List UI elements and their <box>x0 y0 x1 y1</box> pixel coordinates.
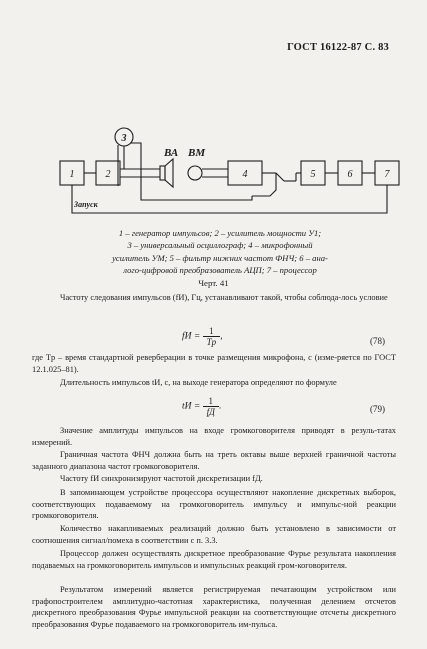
paragraph: Количество накапливаемых реализаций должно быть установлено в зависимости от соотношения сигнал/помеха в соответствии с п. 3.3. <box>32 524 396 545</box>
formula-79 <box>182 396 221 417</box>
formula-lhs: fИ = <box>182 331 201 342</box>
page-header: ГОСТ 16122-87 С. 83 <box>287 42 389 53</box>
figure-caption: Черт. 41 <box>198 278 229 288</box>
block-7-label: 7 <box>384 169 390 180</box>
microphone-bm <box>188 166 202 180</box>
paragraph: Частоту следования импульсов (fИ), Гц, устанавливают такой, чтобы соблюда-лось условие <box>60 293 388 302</box>
block-2-label: 2 <box>105 169 111 180</box>
block-diagram <box>0 0 427 230</box>
legend-line: усилитель УМ; 5 – фильтр нижних частот ФНЧ; 6 – ана- <box>112 252 328 263</box>
paragraph: Процессор должен осуществлять дискретное преобразование Фурье результата накопления подаваемых на громкоговоритель импульсов и импульсных реакций гром-коговорителя. <box>32 549 396 570</box>
fraction-numerator: 1 <box>203 396 219 407</box>
formula-tail: , <box>220 331 223 342</box>
legend-line: 1 – генератор импульсов; 2 – усилитель мощности У1; <box>118 228 322 238</box>
paragraph: Длительность импульсов tИ, с, на выходе генератора определяют по формуле <box>60 378 337 387</box>
trigger-label: Запуск <box>74 200 98 209</box>
block-4-label: 4 <box>242 169 248 180</box>
mic-label: ВМ <box>188 147 206 159</box>
paragraph: Частоту fИ синхронизируют частотой дискретизации fД. <box>60 474 263 483</box>
fraction-denominator: Tр <box>206 337 217 347</box>
paragraph: Результатом измерений является регистрируемая печатающим устройством или графопостроителем амплитудно-частотная характеристика, полученная делением отсчетов дискретного преобразования Фурье импульсной реакции на соответствующие отсчеты дискретного преобразования Фурье подаваемого на громкоговоритель им-пульса. <box>32 585 396 629</box>
formula-78 <box>182 326 223 347</box>
block-6-label: 6 <box>347 169 353 180</box>
paragraph: Граничная частота ФНЧ должна быть на треть октавы выше верхней граничной частоты заданного диапазона частот громкоговорителя. <box>32 450 396 471</box>
block-1-label: 1 <box>69 169 75 180</box>
paragraph: где Tр – время стандартной реверберации в точке размещения микрофона, с (изме-ряется по ГОСТ 12.1.025–81). <box>32 353 396 374</box>
block-3-label: 3 <box>121 133 127 144</box>
paragraph: В запоминающем устройстве процессора осуществляют накопление дискретных выборок, соответствующих подаваемому на громкоговоритель импульсу и импульс-ной реакции громкоговорителя. <box>32 488 396 521</box>
speaker-label: ВА <box>164 147 179 159</box>
equation-number-78: (78) <box>370 336 385 346</box>
fraction <box>203 326 221 347</box>
formula-lhs: tИ = <box>182 401 201 412</box>
speaker-ba <box>160 166 165 180</box>
paragraph: Значение амплитуды импульсов на входе громкоговорителя приводят в резуль-татах измерений. <box>32 426 396 447</box>
legend-line: 3 – универсальный осциллограф; 4 – микрофонный <box>127 240 313 251</box>
fraction-numerator: 1 <box>203 326 221 337</box>
equation-number-79: (79) <box>370 404 385 414</box>
fraction-denominator: fД <box>206 407 215 417</box>
fraction <box>203 396 222 417</box>
formula-tail: . <box>218 401 222 412</box>
block-5-label: 5 <box>310 169 316 180</box>
legend-line: лого-цифровой преобразователь АЦП; 7 – процессор <box>123 265 317 276</box>
figure-legend <box>40 227 400 277</box>
